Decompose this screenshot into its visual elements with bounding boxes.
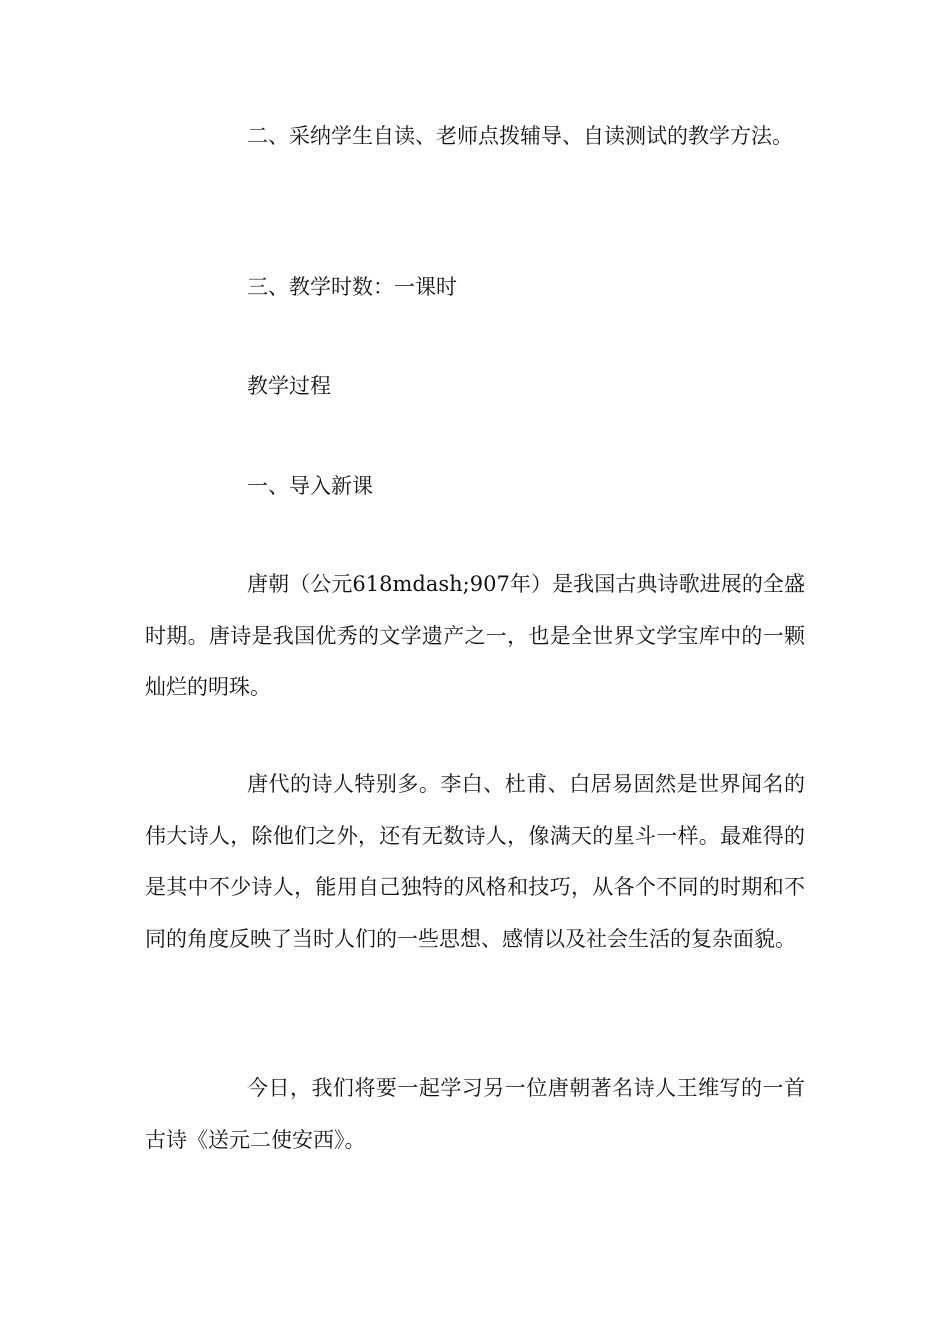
paragraph-teaching-method: 二、采纳学生自读、老师点拨辅导、自读测试的教学方法。 [247,124,793,148]
paragraph-class-hours: 三、教学时数：一课时 [247,275,457,299]
heading-introduction: 一、导入新课 [247,474,373,498]
paragraph-tang-dynasty: 唐朝（公元618mdash;907年）是我国古典诗歌进展的全盛时期。唐诗是我国优秀的文学遗产之一，也是全世界文学宝库中的一颗灿烂的明珠。 [145,572,805,699]
paragraph-today-lesson: 今日，我们将要一起学习另一位唐朝著名诗人王维写的一首古诗《送元二使安西》。 [145,1076,805,1152]
paragraph-tang-poets: 唐代的诗人特别多。李白、杜甫、白居易固然是世界闻名的伟大诗人，除他们之外，还有无数诗人，像满天的星斗一样。最难得的是其中不少诗人，能用自己独特的风格和技巧，从各个不同的时期和不同的角度反映了当时人们的一些思想、感情以及社会生活的复杂面貌。 [145,772,805,951]
heading-teaching-process: 教学过程 [247,374,331,398]
